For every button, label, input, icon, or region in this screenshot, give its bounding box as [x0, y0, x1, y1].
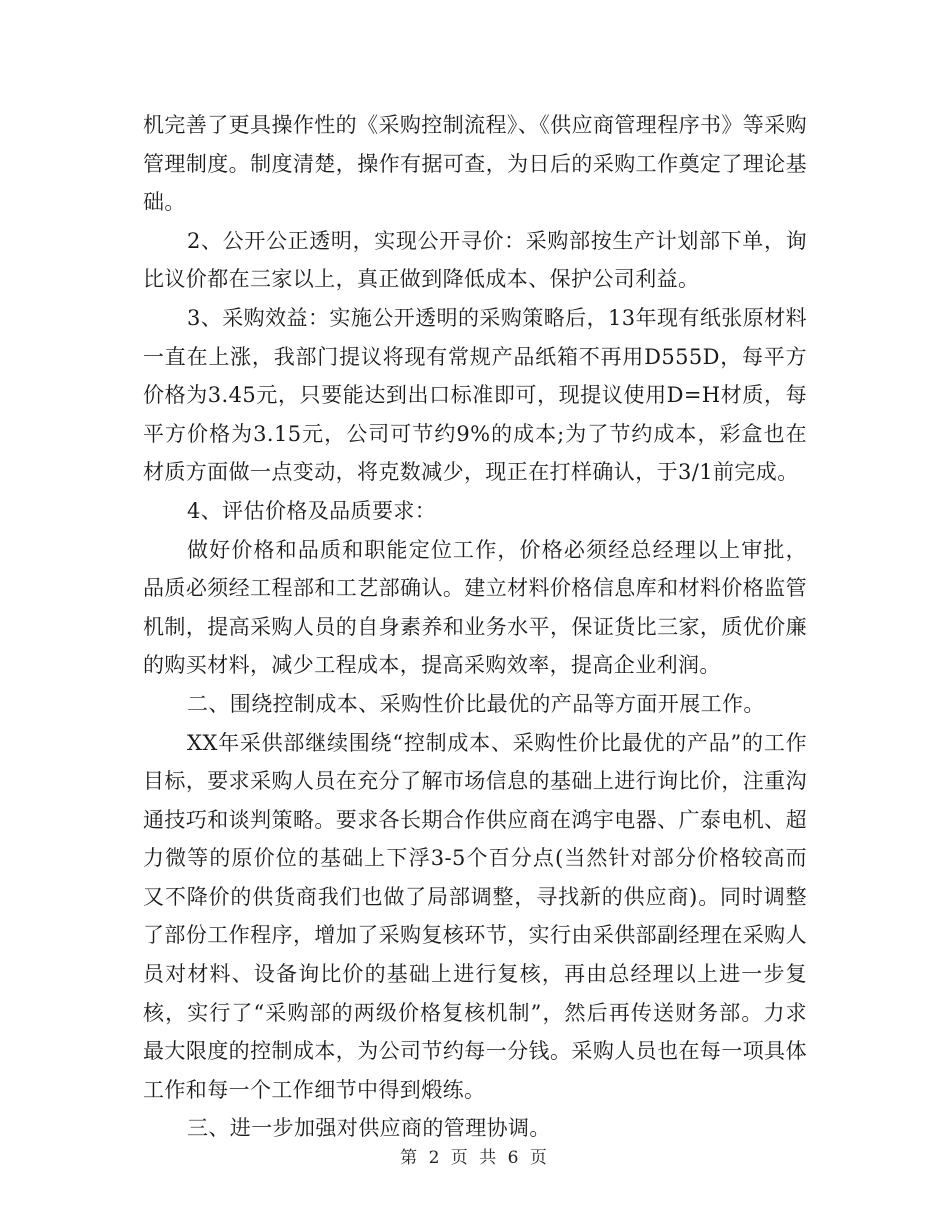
- paragraph-3: 3、采购效益：实施公开透明的采购策略后，13年现有纸张原材料一直在上涨，我部门提议将现有常规产品纸箱不再用D555D，每平方价格为3.45元，只要能达到出口标准即可，现提议使用D=H材质，每平方价格为3.15元，公司可节约9%的成本;为了节约成本，彩盒也在材质方面做一点变动，将克数减少，现正在打样确认，于3/1前完成。: [143, 305, 807, 485]
- paragraph-7: XX年采供部继续围绕“控制成本、采购性价比最优的产品”的工作目标，要求采购人员在充分了解市场信息的基础上进行询比价，注重沟通技巧和谈判策略。要求各长期合作供应商在鸿宇电器、广泰电机、超力微等的原价位的基础上下浮3-5个百分点(当然针对部分价格较高而又不降价的供货商我们也做了局部调整，寻找新的供应商)。同时调整了部份工作程序，增加了采购复核环节，实行由采供部副经理在采购人员对材料、设备询比价的基础上进行复核，再由总经理以上进一步复核，实行了“采购部的两级价格复核机制”，然后再传送财务部。力求最大限度的控制成本，为公司节约每一分钱。采购人员也在每一项具体工作和每一个工作细节中得到煅练。: [143, 730, 807, 1102]
- paragraph-4: 4、评估价格及品质要求：: [187, 498, 437, 523]
- paragraph-8: 三、进一步加强对供应商的管理协调。: [187, 1116, 551, 1141]
- page-footer: 第 2 页 共 6 页: [400, 1148, 550, 1168]
- paragraph-2: 2、公开公正透明，实现公开寻价：采购部按生产计划部下单，询比议价都在三家以上，真正做到降低成本、保护公司利益。: [143, 228, 807, 292]
- paragraph-5: 做好价格和品质和职能定位工作，价格必须经总经理以上审批，品质必须经工程部和工艺部确认。建立材料价格信息库和材料价格监管机制，提高采购人员的自身素养和业务水平，保证货比三家，质优价廉的购买材料，减少工程成本，提高采购效率，提高企业利润。: [143, 537, 807, 678]
- paragraph-1: 机完善了更具操作性的《采购控制流程》、《供应商管理程序书》等采购管理制度。制度清楚，操作有据可查，为日后的采购工作奠定了理论基础。: [143, 113, 807, 215]
- document-body: [143, 106, 807, 1148]
- paragraph-6: 二、围绕控制成本、采购性价比最优的产品等方面开展工作。: [187, 691, 765, 716]
